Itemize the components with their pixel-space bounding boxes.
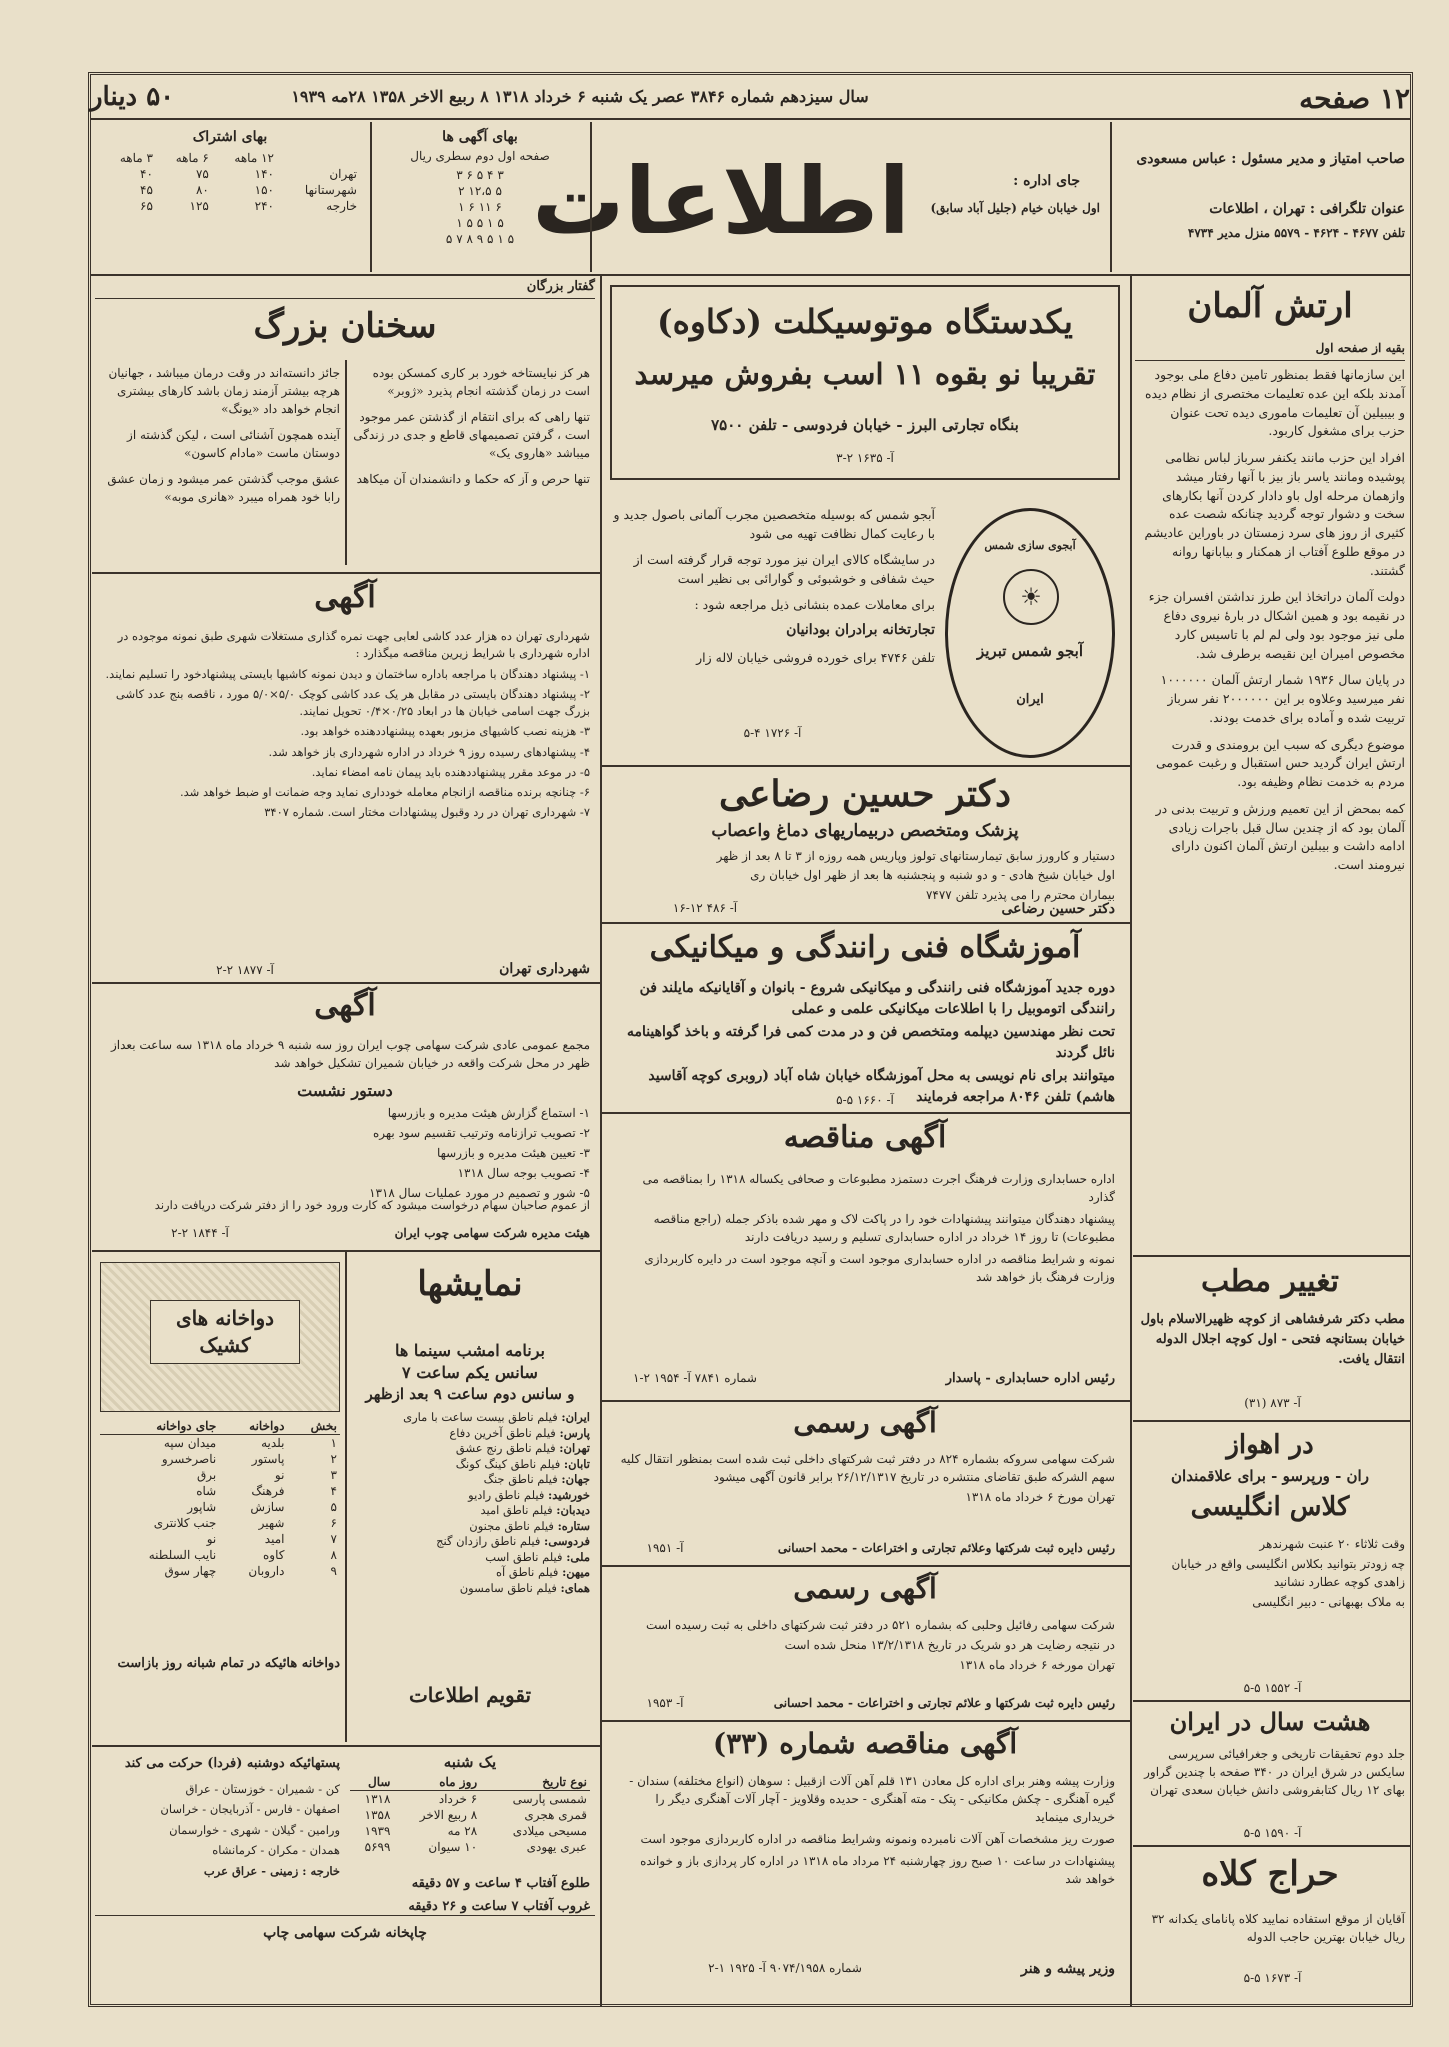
divider bbox=[602, 922, 1130, 924]
official-notice-1-body: شرکت سهامی سروکه بشماره ۸۲۴ در دفتر ثبت شرکتهای داخلی ثبت شده است بمنظور انتقال کلیه سهم الشرکه طبق تقاضای منتشره در تاریخ ۲۶/۱۲/۱۳۱۷ برابر قانون آگهی میشود تهران مورخ ۶ خرداد ماه ۱۳۱۸ bbox=[620, 1452, 1115, 1504]
list-item: تهران: فیلم ناطق رنج عشق bbox=[455, 1441, 590, 1456]
tender-body: اداره حسابداری وزارت فرهنگ اجرت دستمزد مطبوعات و صحافی یکساله ۱۳۱۸ را بمناقصه می گذارد پیشنهاد دهندگان میتوانند پیشنهادات خود را در پاکت لاک و مهر شده باذکر جمله (راجع مناقصه مطبوعات) تا روز ۱۴ خرداد در اداره حسابداری تسلیم و رسید دریافت دارند نمونه و شرایط مناقصه در اداره حسابداری موجود است و آنچه موجود است در دایره کاربردازی وزارت فرهنگ باز خواهد شد bbox=[642, 1172, 1115, 1284]
table-row: ۱ بلدیه میدان سپه bbox=[163, 1436, 337, 1450]
official-notice-2-title: آگهی رسمی bbox=[793, 1572, 937, 1605]
paragraph: دولت آلمان دراتخاذ این طرز نداشتن افسران جزء در نقیمه بود و همین اشکال در بارهٔ نیروی دفاع ملی نیز موجود بود ولی لم لم با تاسیس کارد مخصوص امیران این نقیصه برطرف شد. bbox=[1148, 589, 1405, 661]
official-notice-2-signature: رئیس دایره ثبت شرکتها و علائم تجارتی و اختراعات - محمد احسانی bbox=[773, 1696, 1115, 1710]
assembly-note: از عموم صاحبان سهام درخواست میشود که کارت ورود خود را از دفتر شرکت دریافت دارند bbox=[154, 1198, 590, 1212]
doctor-body: دستیار و کارورز سابق تیمارستانهای تولوز وپاریس همه روزه از ۳ تا ۸ بعد از ظهر اول خیابان شیخ هادی - و دو شنبه و پنجشنبه ها بعد از ظهر اول خیابان ری بیماران محترم را می پذیرد تلفن ۷۴۷۷ bbox=[716, 849, 1115, 902]
paragraph: موضوع دیگری که سبب این برومندی و قدرت ارتش ایران گردید حس استقبال و رغبت عمومی مردم به خدمت نظام وظیفه بود. bbox=[1156, 736, 1405, 789]
calendar-day: یک شنبه bbox=[443, 1753, 497, 1771]
post-list: کن - شمیران - خوزستان - عراق اصفهان - فارس - آذربایجان - خراسان ورامین - گیلان - شهری - خوارسمان همدان - مکران - کرمانشاه خارجه : زمینی - عراق عرب bbox=[160, 1782, 340, 1878]
calendar-title: تقویم اطلاعات bbox=[408, 1683, 532, 1707]
move-code: آ- ۸۷۳ (۳۱) bbox=[1244, 1396, 1301, 1410]
shows-sub-1: برنامه امشب سینما ها bbox=[395, 1341, 545, 1360]
motorcycle-ad-code: آ- ۱۶۳۵ ۲-۳ bbox=[836, 451, 894, 465]
divider bbox=[1110, 122, 1112, 272]
page-number: ۱۲ صفحه bbox=[1299, 82, 1410, 115]
divider bbox=[90, 274, 1410, 276]
paragraph: افراد این حزب مانند یکنفر سرباز لباس نظامی پوشیده ومانند یاسر باز بیز با آنها رفتار میشد وازهمان مرحله اول باو دادار کردن آنها بکارهای سخت و دشوار توجه گردید چنانکه شصت عده کثیری از روز های سرد زمستان در باوراین عادیشم در موقع طلوع آفتاب از همکنار و بیابانها روانه گشتند. bbox=[1144, 450, 1405, 578]
auction-title: حراج کلاه bbox=[1201, 1854, 1339, 1894]
school-title: آموزشگاه فنی رانندگی و میکانیکی bbox=[649, 930, 1081, 965]
doctor-title: دکتر حسین رضاعی bbox=[718, 773, 1011, 815]
sun-icon: ☀ bbox=[1003, 569, 1059, 625]
divider bbox=[90, 118, 1410, 120]
paragraph: کمه بمحض از این تعمیم ورزش و تربیت بدنی در آلمان بود که از چندین سال قبل باجرات زیادی ادامه داشت و بیبلین ارتش آلمان اکنون دارای نیرومند است. bbox=[1155, 800, 1405, 872]
beer-ad-text: آبجو شمس که بوسیله متخصصین مجرب آلمانی باصول جدید و با رعایت کمال نظافت تهیه می شود در سایشگاه کالای ایران نیز مورد توجه قرار گرفته است از حیث شفافی و خوشبوئی و گوارائی بی نظیر است برای معاملات عمده بنشانی ذیل مراجعه شود : تجارتخانه برادران بودانیان تلفن ۴۷۴۶ برای خورده فروشی خیابان لاله زار bbox=[613, 507, 935, 665]
sayings-kicker: گفتار بزرگان bbox=[526, 279, 595, 294]
issue-line: سال سیزدهم شماره ۳۸۴۶ عصر یک شنبه ۶ خرداد ۱۳۱۸ ۸ ربیع الاخر ۱۳۵۸ ۲۸مه ۱۹۳۹ bbox=[291, 87, 869, 106]
pharmacy-title: دواخانه های کشیک bbox=[150, 1300, 300, 1364]
post-title: پستهائیکه دوشنبه (فردا) حرکت می کند bbox=[124, 1756, 340, 1771]
list-item: خورشید: فیلم ناطق رادیو bbox=[468, 1487, 590, 1502]
divider bbox=[602, 1565, 1130, 1567]
list-item: پارس: فیلم ناطق آخرین دفاع bbox=[449, 1425, 590, 1440]
table-row: مسیحی میلادی ۲۸ مه ۱۹۳۹ bbox=[364, 1824, 587, 1838]
table-row: شمسی پارسی ۶ خرداد ۱۳۱۸ bbox=[364, 1792, 587, 1806]
right-title: ارتش آلمان bbox=[1187, 286, 1353, 326]
divider bbox=[1135, 360, 1405, 361]
tender-code: شماره ۷۸۴۱ آ- ۱۹۵۴ ۲-۱ bbox=[633, 1371, 757, 1385]
list-item: ملی: فیلم ناطق اسب bbox=[485, 1549, 590, 1564]
sayings-right-col: هر کز نبایستاخه خورد بر کاری کمسکن بوده است در زمان گذشته انجام پذیرد «ژوبر» تنها راهی که برای انتقام از گذشتن عمر موجود است ، گرفتن تصمیمهای قاطع و جدی در زندگی میباشد «هاروی یک» تنها حرص و آز که حکما و دانشمندان آن میکاهد bbox=[353, 366, 590, 486]
ad-rates-title: بهای آگهی ها bbox=[442, 129, 518, 145]
divider bbox=[1133, 1255, 1410, 1257]
table-row: ۸ کاوه نایب السلطنه bbox=[148, 1548, 337, 1562]
subscription-title: بهای اشتراک bbox=[192, 129, 268, 145]
official-notice-1-code: آ- ۱۹۵۱ bbox=[646, 1541, 684, 1555]
list-item: دیدبان: فیلم ناطق امید bbox=[480, 1503, 590, 1518]
tender-signature: رئیس اداره حسابداری - پاسدار bbox=[945, 1371, 1115, 1386]
ahvaz-code: آ- ۱۵۵۲ ۵-۵ bbox=[1243, 1681, 1302, 1695]
masthead: اطلاعات bbox=[532, 148, 910, 255]
owner: صاحب امتیاز و مدیر مسئول : عباس مسعودی bbox=[1136, 151, 1405, 167]
sunrise: طلوع آفتاب ۴ ساعت و ۵۷ دقیقه bbox=[411, 1876, 590, 1891]
office-address: اول خیابان خیام (جلیل آباد سابق) bbox=[930, 201, 1100, 215]
sayings-title: سخنان بزرگ bbox=[253, 306, 437, 346]
official-notice-1-signature: رئیس دایره ثبت شرکتها وعلائم تجارتی و اختراعات - محمد احسانی bbox=[777, 1541, 1115, 1555]
assembly-ad-body: مجمع عمومی عادی شرکت سهامی چوب ایران روز سه شنبه ۹ خرداد ماه ۱۳۱۸ سه ساعت بعداز ظهر در محل شرکت واقعه در خیابان شمیران تشکیل خواهد شد bbox=[111, 1038, 590, 1070]
calendar-table: نوع تاریخ روز ماه سال شمسی پارسی ۶ خرداد ۱۳۱۸ قمری هجری ۸ ربیع الاخر ۱۳۵۸ مسیحی میلادی ۲۸ مه ۱۹۳۹ عبری یهودی ۱۰ سیوان ۵۶۹۹ bbox=[350, 1774, 590, 1855]
ad-rates-sub: صفحه اول دوم سطری ریال bbox=[410, 149, 550, 163]
column-rule bbox=[1130, 276, 1132, 2006]
ahvaz-sub: ران - ورپرسو - برای علاقمندان bbox=[1171, 1467, 1369, 1485]
divider bbox=[370, 122, 372, 272]
shows-sub-3: و سانس دوم ساعت ۹ بعد ازظهر bbox=[365, 1385, 575, 1403]
beer-ad-code: آ- ۱۷۲۶ ۴-۵ bbox=[743, 726, 802, 740]
divider bbox=[92, 572, 600, 574]
school-code: آ- ۱۶۶۰ ۵-۵ bbox=[836, 1093, 894, 1107]
tender-33-signature: وزیر پیشه و هنر bbox=[1021, 1961, 1115, 1977]
table-row: ۳ نو برق bbox=[196, 1468, 337, 1482]
official-notice-2-code: آ- ۱۹۵۳ bbox=[646, 1696, 684, 1710]
divider bbox=[1133, 1700, 1410, 1702]
table-row: قمری هجری ۸ ربیع الاخر ۱۳۵۸ bbox=[364, 1808, 587, 1822]
list-item: همای: فیلم ناطق سامسون bbox=[459, 1580, 590, 1595]
table-row: ۷ امید نو bbox=[206, 1532, 337, 1546]
table-row: ۴ فرهنگ شاه bbox=[196, 1484, 337, 1498]
table-row: ۹ داروبان چهار سوق bbox=[164, 1564, 337, 1578]
divider bbox=[590, 122, 592, 272]
table-row: ۲ پاستور ناصرخسرو bbox=[161, 1452, 337, 1466]
printer: چاپخانه شرکت سهامی چاپ bbox=[263, 1925, 427, 1941]
doctor-signature: دکتر حسین رضاعی bbox=[1001, 901, 1115, 917]
price: ۵۰ دینار bbox=[90, 82, 175, 112]
assembly-agenda: ۱- استماع گزارش هیئت مدیره و بازرسها ۲- تصویب ترازنامه وترتیب تقسیم سود بهره ۳- تعیین هیئت مدیره و بازرسها ۴- تصویب بوجه سال ۱۳۱۸ ۵- شور و تصمیم در مورد عملیات سال ۱۳۱۸ bbox=[369, 1106, 590, 1200]
doctor-code: آ- ۴۸۶ ۱۲-۱۶ bbox=[672, 901, 738, 915]
ad-rates-table: ۳ ۴ ۵ ۶ ۳ ۵ ۱۲،۵ ۲ ۶ ۱۱ ۶ ۱ ۵ ۱ ۵ ۵ ۱ ۵ ۱ ۵ ۹ ۸ ۷ ۵ bbox=[445, 168, 515, 246]
divider bbox=[602, 1112, 1130, 1114]
divider bbox=[345, 360, 347, 565]
cinema-list bbox=[350, 1410, 590, 1596]
paragraph: این سازمانها فقط بمنظور تامین دفاع ملی بوجود آمدند بلکه این عده تعلیمات مختصری از نظام دیده و بیبیلین آن تعلیمات ماموری دیده تحت عنوان حزب برای مشغول کاربود. bbox=[1144, 367, 1405, 439]
paragraph: در پایان سال ۱۹۳۶ شمار ارتش آلمان ۱۰۰۰۰۰۰ نفر میرسید وعلاوه بر این ۲۰۰۰۰۰۰ نفر سرباز تربیت شده و آماده برای خدمت بودند. bbox=[1160, 672, 1405, 725]
iran-book-code: آ- ۱۵۹۰ ۵-۵ bbox=[1243, 1826, 1302, 1840]
phones: تلفن ۴۶۷۷ - ۴۶۲۴ - ۵۵۷۹ منزل مدیر ۴۷۳۴ bbox=[1187, 226, 1405, 240]
list-item: تابان: فیلم ناطق کینگ کونگ bbox=[455, 1456, 590, 1471]
motorcycle-ad-line3: بنگاه تجارتی البرز - خیابان فردوسی - تلفن ۷۵۰۰ bbox=[711, 416, 1019, 434]
pharmacy-note: دواخانه هائیکه در تمام شبانه روز بازاست bbox=[117, 1656, 340, 1671]
auction-code: آ- ۱۶۷۳ ۵-۵ bbox=[1243, 1971, 1302, 1985]
tender-title: آگهی مناقصه bbox=[783, 1120, 947, 1155]
municipality-ad-body: شهرداری تهران ده هزار عدد کاشی لعابی جهت نمره گذاری مستغلات شهری طبق نمونه موجوده در اداره شهرداری با شرایط زیرین مناقصه میگذارد : ۱- پیشنهاد دهندگان با مراجعه باداره ساختمان و دیدن نمونه کاشیها بایستی پیشنهادخود را تسلیم نمایند. ۲- پیشنهاد دهندگان بایستی در مقابل هر یک عدد کاشی کوچک ۵/۰×۵/۰ مورد ، ناقصه بنج عدد کاشی بزرگ جهت اسامی خیابان ها در ابعاد ۰/۲۵×۰/۴ تحویل نمایند. ۳- هزینه نصب کاشیهای مزبور بعهده پیشنهاددهنده خواهد بود. ۴- پیشنهادهای رسیده روز ۹ خرداد در اداره شهرداری باز خواهد شد. ۵- در موعد مقرر پیشنهاددهنده باید پیمان نامه امضاء نماید. ۶- چنانچه برنده مناقصه ازانجام معامله خودداری نماید وجه ضمانت او ضبط خواهد شد. ۷- شهرداری تهران در رد وقبول پیشنهادات مختار است. شماره ۳۴۰۷ bbox=[105, 629, 590, 820]
motorcycle-ad-line2: تقریبا نو بقوه ۱۱ اسب بفروش میرسد bbox=[634, 357, 1096, 391]
motorcycle-ad-line1: یکدستگاه موتوسیکلت (دکاوه) bbox=[657, 302, 1073, 341]
iran-book-body: جلد دوم تحقیقات تاریخی و جغرافیائی سرپرسی سایکس در شرق ایران در ۳۴۰ صفحه با چندین گراور بهای ۱۲ ریال کتابفروشی دانش خیابان سعدی تهران bbox=[1144, 1747, 1405, 1797]
table-row: ۵ سازش شاپور bbox=[187, 1500, 337, 1514]
assembly-ad-title: آگهی bbox=[314, 988, 376, 1023]
move-title: تغییر مطب bbox=[1200, 1264, 1340, 1299]
divider bbox=[602, 765, 1130, 767]
tender-33-body: وزارت پیشه وهنر برای اداره کل معادن ۱۳۱ قلم آهن آلات ازقبیل : سوهان (انواع مختلفه) سندان - گیره آهنگری - چکش مکانیکی - پتک - مته آهنگری - حدیده وقلاویز - آچار آلات آهنگری دیگر را خریداری مینماید صورت ریز مشخصات آهن آلات نامبرده ونمونه وشرایط مناقصه در اداره کاربردازی موجود است پیشنهادات در ساعت ۱۰ صبح روز چهارشنبه ۲۴ مرداد ماه ۱۳۱۸ در اداره کار پردازی باز و خوانده خواهد شد bbox=[629, 1774, 1115, 1886]
office-label: جای اداره : bbox=[1013, 173, 1080, 189]
list-item: میهن: فیلم ناطق آه bbox=[495, 1565, 590, 1580]
list-item: ایران: فیلم ناطق بیست ساعت با ماری bbox=[403, 1410, 590, 1424]
divider bbox=[95, 1915, 595, 1916]
divider bbox=[92, 982, 600, 984]
sunset: غروب آفتاب ۷ ساعت و ۲۶ دقیقه bbox=[408, 1899, 590, 1914]
subscription-table: ۱۲ ماهه ۶ ماهه ۳ ماهه تهران ۱۴۰ ۷۵ ۴۰ شهرستانها ۱۵۰ ۸۰ ۴۵ خارجه ۲۴۰ ۱۲۵ ۶۵ bbox=[119, 151, 357, 213]
ahvaz-body: وقت ثلاثاء ۲۰ عنبت شهرندهر چه زودتر بتوانید بکلاس انگلیسی واقع در خیابان زاهدی کوچه عطارد نشانید به ملاک بهبهانی - دبیر انگلیسی bbox=[1171, 1537, 1405, 1609]
doctor-subtitle: پزشک ومتخصص دربیماریهای دماغ واعصاب bbox=[711, 821, 1019, 841]
municipality-ad-title: آگهی bbox=[314, 580, 376, 615]
assembly-signature: هیئت مدیره شرکت سهامی چوب ایران bbox=[394, 1226, 590, 1240]
right-article-body bbox=[1140, 366, 1405, 883]
iran-book-title: هشت سال در ایران bbox=[1169, 1707, 1371, 1736]
shows-title: نمایشها bbox=[417, 1264, 523, 1304]
school-body: دوره جدید آموزشگاه فنی رانندگی و میکانیکی شروع - بانوان و آقایانیکه مایلند فن رانندگی اتوموبیل را با اطلاعات میکانیکی علمی و عملی تحت نظر مهندسین دیپلمه ومتخصص فن و در مدت کمی فرا گرفته و باخذ گواهینامه نائل گردند میتوانند برای نام نویسی به محل آموزشگاه خیابان شاه آباد (روبری کوچه آقاسید هاشم) تلفن ۸۰۴۶ مراجعه فرمایند bbox=[626, 980, 1115, 1105]
pharmacy-table: بخش دواخانه جای دواخانه ۱ بلدیه میدان سپه ۲ پاستور ناصرخسرو ۳ نو برق ۴ فرهنگ شاه ۵ سازش شاپور ۶ شهیر جنب کلانتری ۷ امید نو ۸ کاوه نایب السلطنه ۹ داروبان چهار سوق bbox=[100, 1418, 340, 1579]
table-row: ۶ شهیر جنب کلانتری bbox=[153, 1516, 337, 1530]
divider bbox=[602, 1720, 1130, 1722]
telegraph-address: عنوان تلگرافی : تهران ، اطلاعات bbox=[1209, 201, 1405, 217]
sayings-left-col: جائز دانسته‌اند در وقت درمان میباشد ، جهانیان هرچه بیشتر آزمند زمان باشد کارهای بیشتری انجام خواهد داد «یونگ» آینده همچون آشنائی است ، لیکن گذشته از دوستان ماست «مادام کاسون» عشق موجب گذشتن عمر میشود و زمان عشق رابا خود همراه میبرد «هانری موبه» bbox=[107, 366, 340, 504]
continuation-note: بقیه از صفحه اول bbox=[1315, 341, 1405, 355]
assembly-code: آ- ۱۸۴۴ ۲-۲ bbox=[171, 1226, 229, 1240]
auction-body: آقایان از موقع استفاده نمایید کلاه پانامای یکدانه ۳۲ ریال خیابان بهترین حاجب الدوله bbox=[1151, 1912, 1405, 1944]
municipality-ad-code: آ- ۱۸۷۷ ۲-۲ bbox=[216, 963, 274, 977]
beer-logo: آبجوی سازی شمس ☀ آبجو شمس تبریز ایران bbox=[945, 508, 1115, 758]
assembly-agenda-title: دستور نشست bbox=[297, 1081, 393, 1100]
move-body: مطب دکتر شرفشاهی از کوچه ظهیرالاسلام باول خیابان بستانچه فتحی - اول کوچه اجلال الدوله انتقال یافت. bbox=[1140, 1312, 1405, 1368]
shows-sub-2: سانس یکم ساعت ۷ bbox=[402, 1363, 538, 1382]
ahvaz-title: در اهواز bbox=[1226, 1430, 1314, 1460]
divider bbox=[92, 1745, 600, 1747]
official-notice-2-body: شرکت سهامی رفائیل وحلبی که بشماره ۵۲۱ در دفتر ثبت شرکتهای داخلی به ثبت رسیده است در نتیجه رضایت هر دو شریک در تاریخ ۱۳/۲/۱۳۱۸ منحل شده است تهران مورخه ۶ خرداد ماه ۱۳۱۸ bbox=[646, 1618, 1115, 1672]
table-row: عبری یهودی ۱۰ سیوان ۵۶۹۹ bbox=[364, 1840, 587, 1854]
list-item: ستاره: فیلم ناطق مجنون bbox=[469, 1518, 590, 1533]
list-item: جهان: فیلم ناطق جنگ bbox=[483, 1472, 590, 1487]
tender-33-code: شماره ۹۰۷۴/۱۹۵۸ آ- ۱۹۲۵ ۱-۲ bbox=[708, 1961, 862, 1975]
divider bbox=[1133, 1420, 1410, 1422]
official-notice-1-title: آگهی رسمی bbox=[793, 1406, 937, 1439]
divider bbox=[345, 1252, 347, 1742]
ahvaz-title-2: کلاس انگلیسی bbox=[1190, 1492, 1350, 1522]
tender-33-title: آگهی مناقصه شماره (۳۳) bbox=[712, 1727, 1018, 1760]
municipality-ad-signature: شهرداری تهران bbox=[499, 961, 590, 977]
list-item: فردوسی: فیلم ناطق رازدان گنج bbox=[436, 1534, 590, 1549]
divider bbox=[602, 1400, 1130, 1402]
column-rule bbox=[600, 276, 602, 2006]
divider bbox=[1133, 1845, 1410, 1847]
divider bbox=[95, 298, 595, 299]
